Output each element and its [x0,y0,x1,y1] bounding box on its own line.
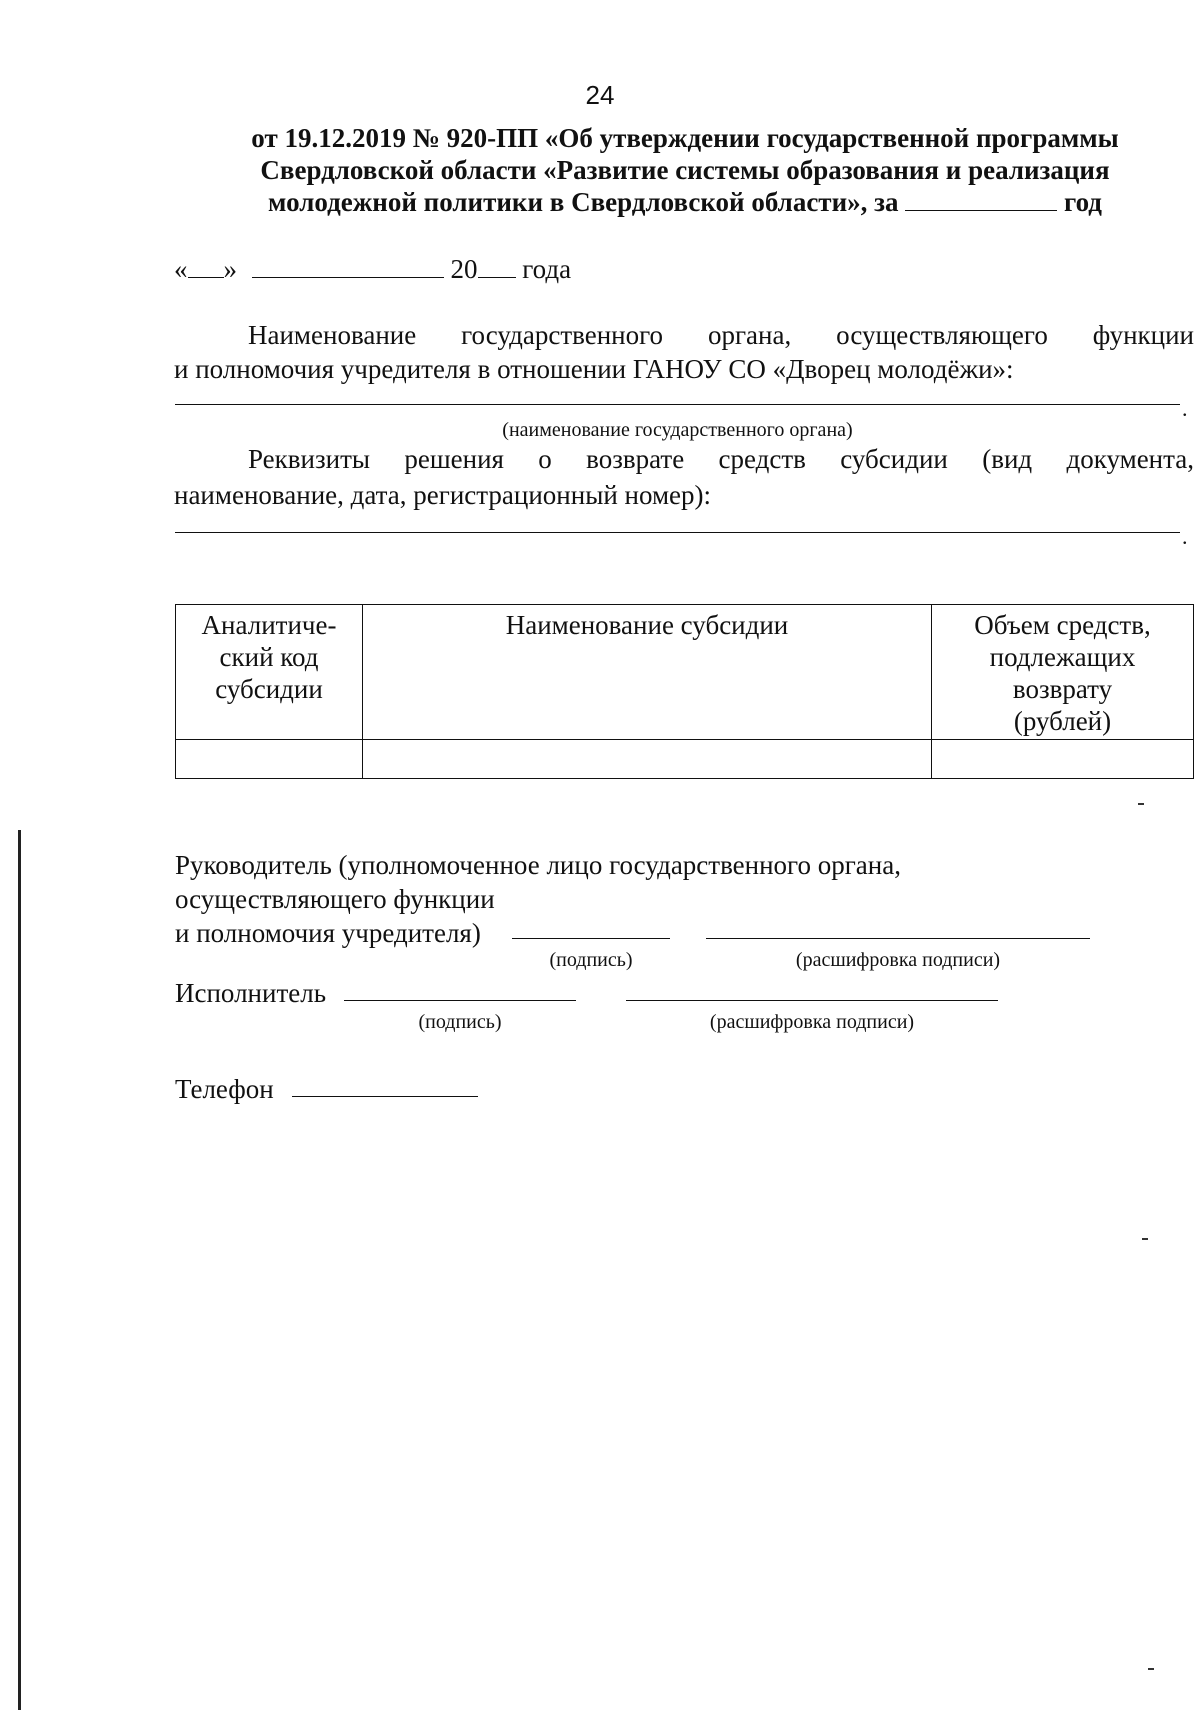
head-signature-line [512,938,670,939]
table-cell-name [363,740,932,779]
line-end-dot: . [1182,396,1188,421]
header-name-line-1: Наименование субсидии [505,610,789,640]
month-blank [252,255,444,278]
executor-signature-line [344,1000,576,1001]
header-amount-line-2: подлежащих [989,642,1136,672]
heading-line-3-suffix: год [1063,187,1102,217]
table-cell-amount [932,740,1194,779]
header-amount-line-4: (рублей) [1013,706,1112,736]
line-end-dot-2: . [1182,524,1188,549]
table-row [176,740,1194,779]
header-cell-name [363,605,932,740]
scan-speck [1148,1668,1154,1670]
heading-line-2: Свердловской области «Развитие системы образования и реализация [260,155,1110,185]
scan-speck [1142,1238,1148,1240]
year-suffix: года [522,254,572,284]
authority-text-line-2: и полномочия учредителя в отношении ГАНОУ СО «Дворец молодёжи»: [174,354,1014,384]
heading-line-1: от 19.12.2019 № 920-ПП «Об утверждении государственной программы [251,123,1119,153]
date-line [174,252,571,286]
phone-line [292,1096,478,1097]
head-signature-caption: (подпись) [549,949,633,971]
year-blank [905,188,1057,211]
header-cell-amount [932,605,1194,740]
header-code-line-1: Аналитиче- [201,610,337,640]
document-heading [175,122,1195,218]
heading-line-3-prefix: молодежной политики в Свердловской области», за [268,187,899,217]
subsidy-table [175,604,1194,779]
header-amount-line-3: возврату [1012,674,1113,704]
executor-decoding-caption: (расшифровка подписи) [709,1011,915,1033]
authority-caption: (наименование государственного органа) [502,419,853,441]
head-decoding-line [706,938,1090,939]
day-blank [188,255,224,278]
executor-signature-caption: (подпись) [418,1011,502,1033]
head-label-line-3: и полномочия учредителя) [175,918,481,948]
phone-label: Телефон [175,1074,274,1104]
decision-text-line-2: наименование, дата, регистрационный номер): [174,480,712,510]
header-code-line-3: субсидии [215,674,323,704]
table-cell-code [176,740,363,779]
decision-text-line-1: Реквизиты решения о возврате средств субсидии (вид документа, [248,444,1194,474]
close-quote: » [223,254,237,284]
header-amount-line-1: Объем средств, [974,610,1151,640]
authority-text-line-1: Наименование государственного органа, осуществляющего функции [248,320,1194,350]
scan-speck [1138,803,1144,805]
open-quote: « [174,254,188,284]
scan-edge-mark [18,830,21,1710]
executor-decoding-line [626,1000,998,1001]
head-decoding-caption: (расшифровка подписи) [795,949,1001,971]
page-number: 24 [585,80,615,110]
decision-details-line [175,532,1180,533]
head-label-line-1: Руководитель (уполномоченное лицо государственного органа, [175,850,901,880]
head-label-line-2: осуществляющего функции [175,884,495,914]
executor-label: Исполнитель [175,978,327,1008]
year-digits-blank [478,255,516,278]
header-code-line-2: ский код [219,642,319,672]
year-prefix: 20 [450,254,478,284]
table-header-row [176,605,1194,740]
header-cell-code [176,605,363,740]
heading-line-3 [175,186,1195,218]
authority-name-line [175,404,1180,405]
